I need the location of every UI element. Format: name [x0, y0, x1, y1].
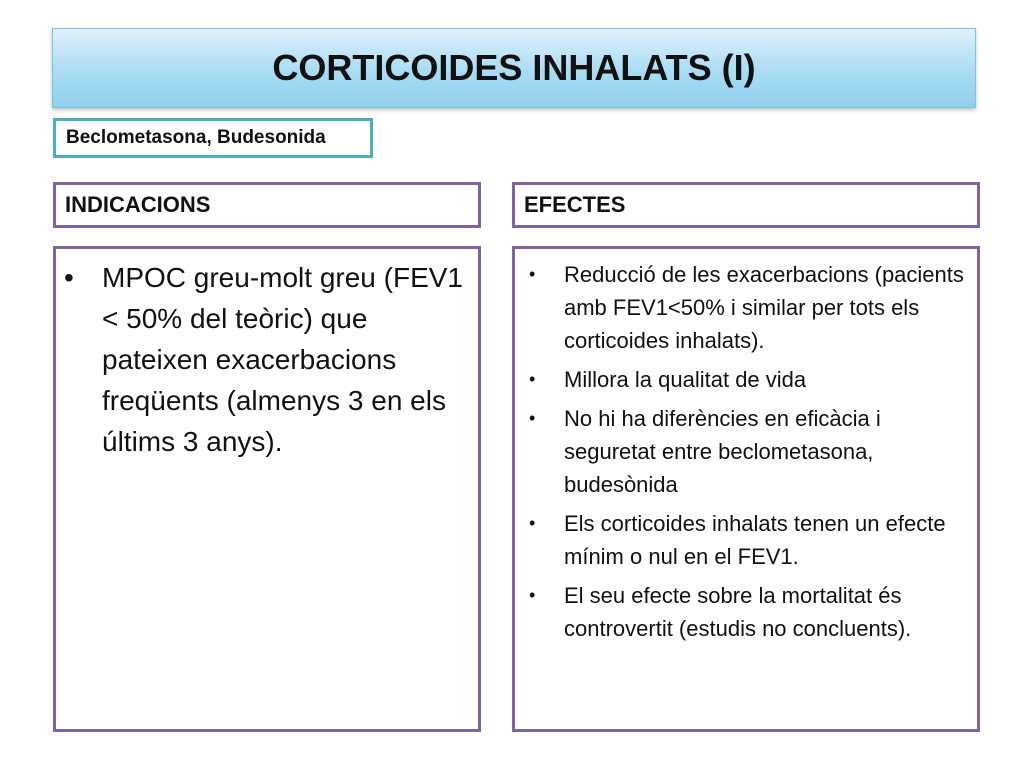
list-item-text: MPOC greu-molt greu (FEV1 < 50% del teòric) que pateixen exacerbacions freqüents (almenys 3 en els últims 3 anys).: [102, 262, 463, 457]
indications-panel: [53, 246, 481, 732]
list-item: [64, 257, 466, 462]
bullet-icon: •: [529, 513, 536, 533]
effects-list: [515, 249, 977, 645]
list-item-text: El seu efecte sobre la mortalitat és controvertit (estudis no concluents).: [564, 583, 912, 641]
list-item-text: No hi ha diferències en eficàcia i seguretat entre beclometasona, budesònida: [564, 406, 881, 497]
indications-list: [56, 249, 478, 462]
list-item: [523, 402, 967, 501]
list-item: [523, 579, 967, 645]
bullet-icon: •: [529, 264, 536, 284]
effects-header: [512, 182, 980, 228]
bullet-icon: •: [529, 585, 536, 605]
drug-names: Beclometasona, Budesonida: [66, 127, 326, 148]
indications-header-label: INDICACIONS: [65, 192, 211, 217]
list-item: [523, 363, 967, 396]
list-item-text: Reducció de les exacerbacions (pacients amb FEV1<50% i similar per tots els corticoides inhalats).: [564, 262, 964, 353]
subtitle-box: [53, 118, 373, 158]
bullet-icon: •: [64, 262, 74, 293]
effects-panel: [512, 246, 980, 732]
title-banner: [52, 28, 976, 108]
list-item: [523, 258, 967, 357]
list-item-text: Millora la qualitat de vida: [564, 367, 807, 392]
list-item: [523, 507, 967, 573]
effects-header-label: EFECTES: [524, 192, 626, 217]
list-item-text: Els corticoides inhalats tenen un efecte mínim o nul en el FEV1.: [564, 511, 946, 569]
slide-title: CORTICOIDES INHALATS (I): [272, 47, 756, 88]
bullet-icon: •: [529, 408, 536, 428]
indications-header: [53, 182, 481, 228]
bullet-icon: •: [529, 369, 536, 389]
